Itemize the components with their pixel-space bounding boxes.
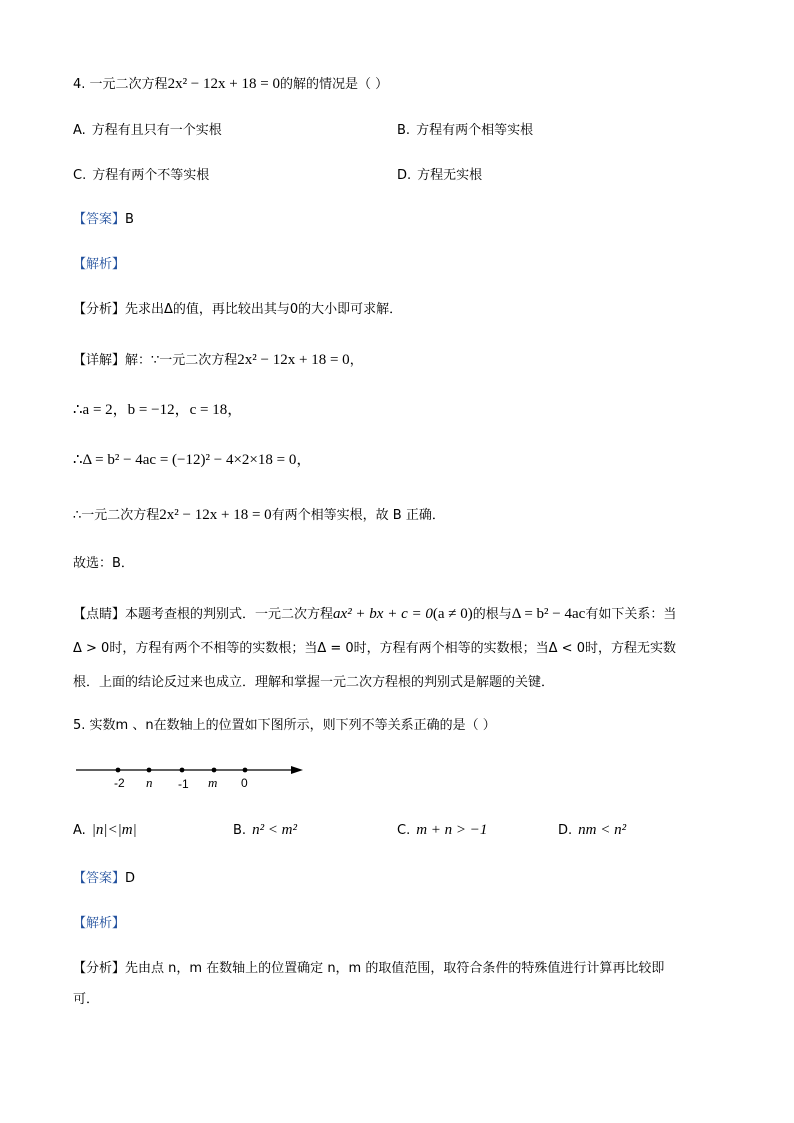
number-line — [74, 758, 314, 794]
step3-post: 有两个相等实根，故 B 正确． — [271, 508, 445, 523]
q4-fenxi — [73, 300, 402, 320]
option-letter: D. — [558, 823, 573, 838]
q4-dianjing-line3: 根．上面的结论反过来也成立．理解和掌握一元二次方程根的判别式是解题的关键． — [73, 675, 555, 690]
q5-option-a — [73, 820, 137, 841]
point-zero — [243, 768, 248, 773]
option-letter: C. — [73, 168, 87, 183]
option-text: 方程有两个相等实根 — [416, 123, 534, 138]
option-text: |n|<|m| — [91, 822, 137, 838]
q4-option-a — [73, 121, 222, 141]
xiangjie-equation: 2x² − 12x + 18 = 0 — [237, 352, 350, 368]
q4-choose: 故选：B． — [73, 556, 134, 571]
q5-fenxi-line2: 可． — [73, 992, 100, 1007]
q4-number: 4. — [73, 77, 86, 92]
q4-option-d — [397, 166, 482, 186]
option-letter: A. — [73, 823, 86, 838]
step3-equation: 2x² − 12x + 18 = 0 — [159, 507, 272, 523]
option-text: nm < n² — [578, 822, 627, 838]
q5-fenxi-line1 — [73, 959, 664, 979]
q4-dianjing-line2: Δ > 0时，方程有两个不相等的实数根；当Δ = 0时，方程有两个相等的实数根；当Δ < 0时，方程无实数 — [73, 641, 676, 656]
q4-stem-pre: 一元二次方程 — [89, 77, 168, 92]
label-neg2: -2 — [114, 776, 125, 790]
answer-tag: 【答案】 — [73, 212, 126, 227]
point-neg2 — [116, 768, 121, 773]
label-m: m — [208, 775, 218, 790]
dianjing-text: 本题考查根的判别式．一元二次方程 — [125, 607, 334, 622]
q4-xiangjie: 【详解】解：∵一元二次方程2x² − 12x + 18 = 0， — [73, 352, 363, 368]
dianjing-discriminant: Δ = b² − 4ac — [511, 606, 586, 622]
dianjing-text: 的根与 — [472, 607, 512, 622]
q5-stem-text: 实数m 、n在数轴上的位置如下图所示，则下列不等关系正确的是（ ） — [89, 718, 496, 733]
q4-step3 — [73, 505, 445, 526]
dianjing-text: 有如下关系：当 — [585, 607, 677, 622]
q5-number: 5. — [73, 718, 86, 733]
q4-step2: ∴Δ = b² − 4ac = (−12)² − 4×2×18 = 0， — [73, 452, 312, 468]
q5-option-b — [233, 820, 297, 841]
xiangjie-tag: 【详解】 — [73, 353, 126, 368]
q4-equation: 2x² − 12x + 18 = 0 — [167, 76, 280, 92]
point-n — [147, 768, 152, 773]
option-letter: B. — [397, 123, 411, 138]
fenxi-tag: 【分析】 — [73, 302, 126, 317]
q5-option-c — [397, 820, 487, 841]
option-text: 方程无实根 — [417, 168, 483, 183]
dianjing-equation: ax² + bx + c = 0 — [333, 606, 433, 622]
q5-answer — [73, 869, 135, 889]
q4-option-b — [397, 121, 533, 141]
q4-dianjing-line1 — [73, 604, 676, 625]
xiangjie-pre: 解：∵一元二次方程 — [125, 353, 238, 368]
q4-step1: ∴a = 2，b = −12，c = 18， — [73, 402, 243, 418]
dianjing-condition: (a ≠ 0) — [432, 606, 473, 622]
option-text: n² < m² — [252, 822, 298, 838]
point-m — [212, 768, 217, 773]
answer-tag: 【答案】 — [73, 871, 126, 886]
point-neg1 — [180, 768, 185, 773]
q5-analysis-tag: 【解析】 — [73, 916, 126, 931]
step3-pre: ∴一元二次方程 — [73, 508, 160, 523]
q4-stem-post: 的解的情况是（ ） — [279, 77, 389, 92]
option-text: 方程有且只有一个实根 — [91, 123, 222, 138]
option-letter: A. — [73, 123, 86, 138]
option-letter: D. — [397, 168, 412, 183]
q4-analysis-tag: 【解析】 — [73, 257, 126, 272]
fenxi-text: 先由点 n，m 在数轴上的位置确定 n，m 的取值范围，取符合条件的特殊值进行计算再比较即 — [125, 961, 665, 976]
fenxi-text: 先求出Δ的值，再比较出其与0的大小即可求解． — [125, 302, 403, 317]
fenxi-tag: 【分析】 — [73, 961, 126, 976]
q5-option-d — [558, 820, 626, 841]
label-neg1: -1 — [178, 777, 189, 791]
dianjing-tag: 【点睛】 — [73, 607, 126, 622]
label-zero: 0 — [241, 776, 248, 790]
q4-answer — [73, 210, 134, 230]
q5-stem — [73, 716, 496, 736]
answer-value: D — [125, 871, 136, 886]
answer-value: B — [125, 212, 134, 227]
number-line-arrow — [291, 766, 303, 774]
q4-stem — [73, 74, 388, 95]
q4-option-c — [73, 166, 209, 186]
option-letter: B. — [233, 823, 247, 838]
label-n: n — [146, 775, 153, 790]
option-letter: C. — [397, 823, 411, 838]
option-text: 方程有两个不等实根 — [92, 168, 210, 183]
option-text: m + n > −1 — [416, 822, 488, 838]
